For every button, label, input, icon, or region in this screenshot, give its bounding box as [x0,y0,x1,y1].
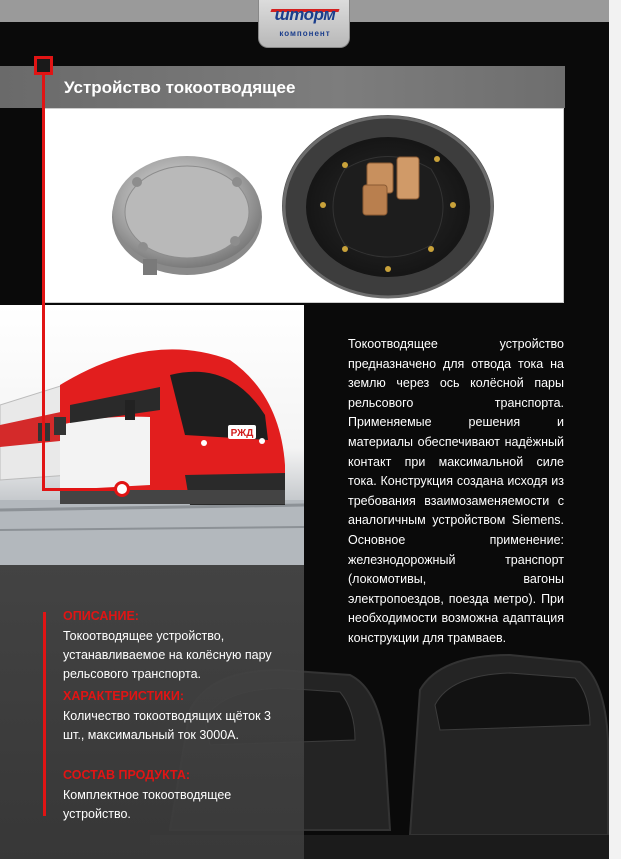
section-heading-composition: СОСТАВ ПРОДУКТА: [63,768,191,782]
brush-disc-image [282,115,494,297]
logo-wordmark: шторм [274,5,336,24]
product-photo [44,108,564,303]
connector-line-horizontal [42,488,118,491]
brand-logo[interactable] [258,0,350,48]
section-text-composition: Комплектное токоотводящее устройство. [63,788,232,821]
product-description: Токоотводящее устройство предназначено для отвода тока на землю через ось колёсной пары рельсового транспорта. Применяемые решения и материалы обеспечивают надёжный контакт при максимальной силе тока. Конструкция создана исходя из требования взаимозаменяемости с аналогичным устройством Siemens. Основное применение: железнодорожный транспорт (локомотивы, вагоны электропоездов, поезда метро). При необходимости возможна адаптация конструкции для трамваев. [348,337,564,645]
product-illustration [45,109,565,304]
train-image [0,305,304,565]
connector-square [34,56,53,75]
section-text-description: Токоотводящее устройство, устанавливаемое на колёсную пару рельсового транспорта. [63,629,272,681]
connector-dot [114,481,130,497]
rzd-logo-text: РЖД [230,428,254,439]
section-heading-characteristics: ХАРАКТЕРИСТИКИ: [63,689,184,703]
connector-line-vertical [42,75,45,491]
metal-cover-image [112,156,262,275]
page-title: Устройство токоотводящее [64,78,296,97]
info-accent-line [43,612,46,816]
section-heading-description: ОПИСАНИЕ: [63,609,139,623]
section-text-characteristics: Количество токоотводящих щёток 3 шт., максимальный ток 3000А. [63,709,271,742]
logo-subtitle: компонент [279,29,331,38]
train-illustration [0,305,304,565]
page-edge [609,0,621,859]
